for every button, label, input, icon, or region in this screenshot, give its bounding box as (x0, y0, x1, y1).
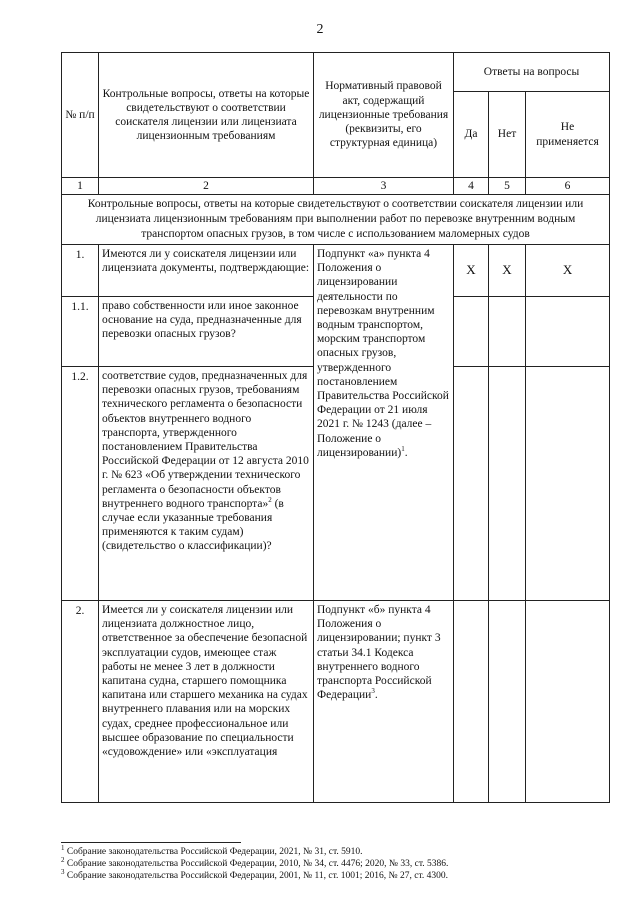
footnote-text: Собрание законодательства Российской Федерации, 2010, № 34, ст. 4476; 2020, № 33, ст. 5386. (64, 859, 449, 869)
checklist-table (61, 52, 610, 803)
row-act (314, 601, 454, 803)
answer-no: X (489, 245, 526, 297)
footnote-mark: 3 (61, 867, 65, 876)
answer-na: X (526, 245, 610, 297)
answer-yes-cell[interactable] (454, 297, 489, 367)
table-row (62, 601, 610, 803)
answer-na-cell[interactable] (526, 601, 610, 803)
column-number: 5 (489, 178, 526, 195)
header-col-yes: Да (454, 92, 489, 178)
section-row (62, 195, 610, 245)
footnotes (61, 843, 621, 882)
column-number: 3 (314, 178, 454, 195)
answer-no-cell[interactable] (489, 367, 526, 601)
answer-yes-cell[interactable] (454, 601, 489, 803)
row-question (99, 367, 314, 601)
footnote-mark: 2 (61, 855, 65, 864)
header-col-questions: Контрольные вопросы, ответы на которые свидетельствуют о соответствии соискателя лицензии или лицензиата лицензионным требованиям (99, 53, 314, 178)
footnote-ref: 1 (401, 445, 405, 454)
column-number-row (62, 178, 610, 195)
answer-na-cell[interactable] (526, 297, 610, 367)
table-row (62, 245, 610, 297)
answer-yes-cell[interactable] (454, 367, 489, 601)
answer-yes: X (454, 245, 489, 297)
header-col-num: № п/п (62, 53, 99, 178)
row-number: 1. (62, 245, 99, 297)
column-number: 4 (454, 178, 489, 195)
header-col-answers: Ответы на вопросы (454, 53, 610, 92)
header-row-1 (62, 53, 610, 92)
row-act-text: Подпункт «а» пункта 4 Положения о лицензировании деятельности по перевозкам внутренним водным транспортом, морским транспортом опасных грузов, утвержденного постановлением Правительства Российской Федерации от 21 июля 2021 г. № 1243 (далее – Положение о лицензировании) (317, 248, 449, 459)
footnote-ref: 2 (268, 496, 272, 504)
footnote (61, 867, 621, 882)
row-question: Имеется ли у соискателя лицензии или лицензиата должностное лицо, ответственное за обеспечение безопасной эксплуатации судов, имеющее стаж работы не менее 3 лет в должности капитана судна, старшего помощника капитана или старшего механика на судах внутреннего плавания или на морских судах, среднее профессиональное или высшее образование по специальности «судовождение» или «эксплуатация (99, 601, 314, 803)
answer-no-cell[interactable] (489, 601, 526, 803)
row-number: 1.2. (62, 367, 99, 601)
section-title: Контрольные вопросы, ответы на которые свидетельствуют о соответствии соискателя лицензии или лицензиата лицензионным требованиям при выполнении работ по перевозке внутренним водным транспортом опасных грузов, в том числе с использованием маломерных судов (62, 195, 610, 245)
row-act-end: . (404, 446, 408, 459)
answer-no-cell[interactable] (489, 297, 526, 367)
row-question: право собственности или иное законное основание на суда, предназначенные для перевозки опасных грузов? (99, 297, 314, 367)
column-number: 1 (62, 178, 99, 195)
column-number: 2 (99, 178, 314, 195)
header-col-na: Не применяется (526, 92, 610, 178)
row-act-text: Подпункт «б» пункта 4 Положения о лицензировании; пункт 3 статьи 34.1 Кодекса внутреннего водного транспорта Российской Федерации (317, 604, 441, 702)
footnote (61, 855, 621, 870)
row-act-end: . (374, 689, 378, 702)
footnote-ref: 3 (371, 687, 375, 696)
column-number: 6 (526, 178, 610, 195)
row-question: Имеются ли у соискателя лицензии или лицензиата документы, подтверждающие: (99, 245, 314, 297)
row-question-end: (в случае если указанные требования применяются к таким судам)(свидетельство о классификации)? (102, 497, 284, 553)
footnote-text: Собрание законодательства Российской Федерации, 2001, № 11, ст. 1001; 2016, № 27, ст. 4300. (64, 871, 449, 881)
header-col-act: Нормативный правовой акт, содержащий лицензионные требования (реквизиты, его структурная единица) (314, 53, 454, 178)
row-question-text: соответствие судов, предназначенных для перевозки опасных грузов, требованиям технического регламента о безопасности объектов внутреннего водного транспорта, утвержденного постановлением Правительства Российской Федерации от 12 августа 2010 г. № 623 «Об утверждении технического регламента о безопасности объектов внутреннего водного транспорта» (102, 370, 309, 510)
footnote-mark: 1 (61, 843, 65, 852)
header-col-no: Нет (489, 92, 526, 178)
footnote (61, 843, 621, 858)
row-act (314, 245, 454, 601)
footnote-text: Собрание законодательства Российской Федерации, 2021, № 31, ст. 5910. (64, 847, 363, 857)
answer-na-cell[interactable] (526, 367, 610, 601)
footnote-divider (61, 842, 241, 843)
row-number: 1.1. (62, 297, 99, 367)
row-number: 2. (62, 601, 99, 803)
page-number: 2 (316, 22, 324, 37)
